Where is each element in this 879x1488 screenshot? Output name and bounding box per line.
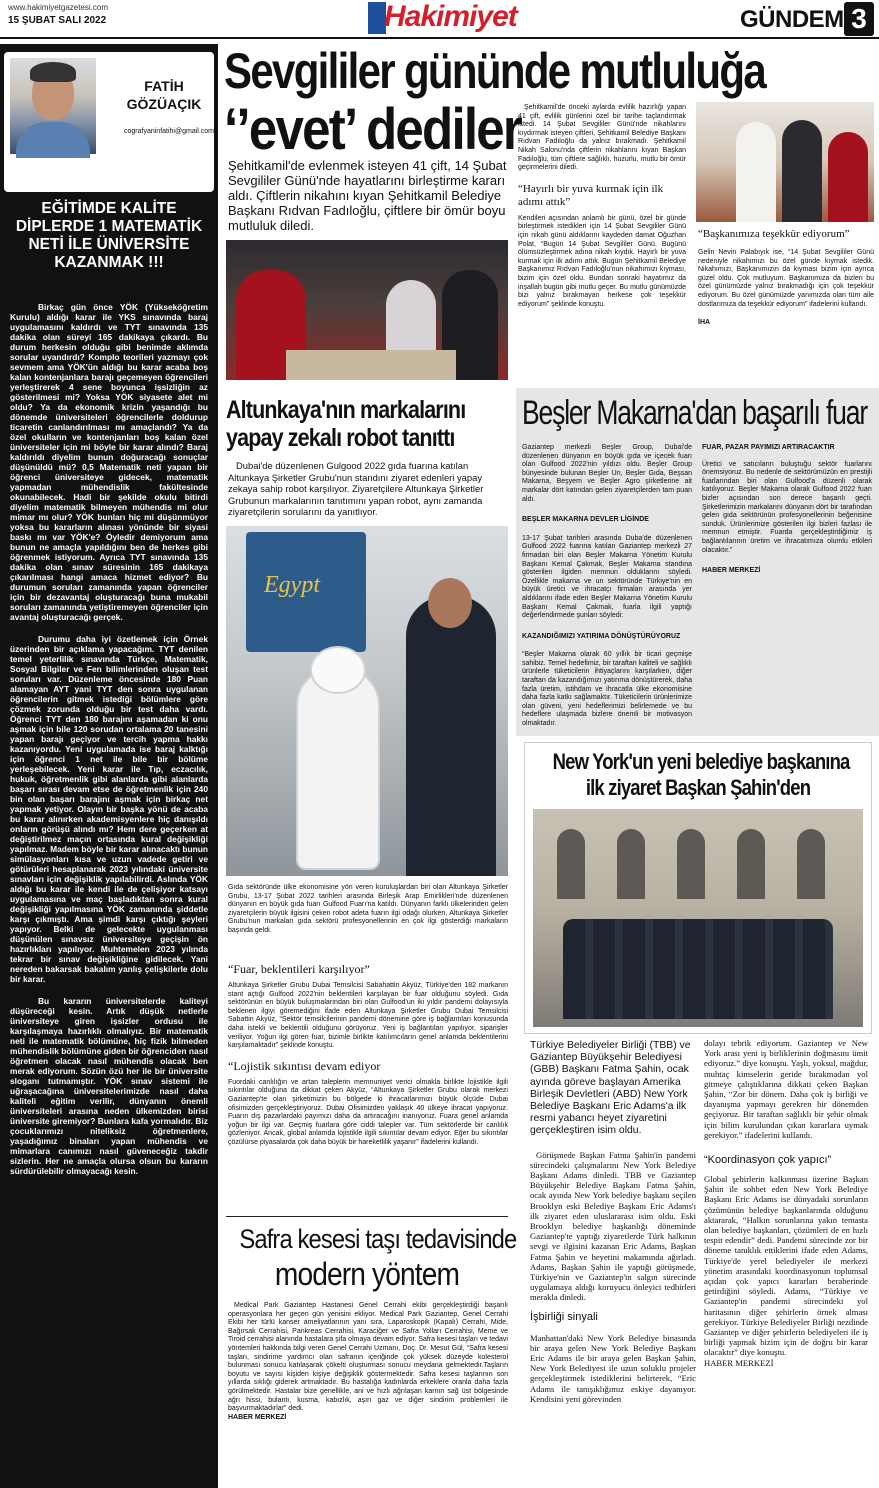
author-photo xyxy=(10,58,96,154)
safra-story xyxy=(222,1216,517,1488)
newyork-sub-1: İşbirliği sinyali xyxy=(530,1310,598,1323)
robot-sub-2: “Lojistik sıkıntısı devam ediyor xyxy=(228,1058,381,1073)
newyork-source: HABER MERKEZİ xyxy=(704,1357,774,1368)
makarna-body-d: Üretici ve satıcıların buluştuğu sektör fuarlarını önemsiyoruz. Bu nedenle de sektörümüzün en prestijli fuarlarından biri olan Gulfood'a düzenli olarak katılıyoruz. Beşler Makarna olarak Gulfood 2022 fuarı bizler açısından son derece başarılı geçti. Şirketlerimizin markalarını dünyanın dört bir tarafından gelen gıda sektörünün profesyonellerinin beğenisine sunduk. Ürünlerimize gösterilen ilgi bizleri fazlası ile memnun etmiştir. Fuarda gerçekleştirdiğimiz iş bağlantılarının üretim ve ihracatımıza olumlu etkileri olacaktır.” xyxy=(702,460,872,554)
lead-couple-photo xyxy=(696,102,874,222)
makarna-story xyxy=(516,388,879,736)
lead-spot: Şehitkamil'de evlenmek isteyen 41 çift, 14 Şubat Sevgililer Günü'nde hayatlarını birleştirme kararı aldı. Çiftlerin nikahını kıyan Şehitkamil Belediye Başkanı Rıdvan Fadıloğlu, çiftlere bir ömür boyu mutluluk diledi. xyxy=(228,158,507,233)
newyork-col-2 xyxy=(704,1038,868,1368)
makarna-body-a: Gaziantep merkezli Beşler Group, Dubai'de düzenlenen dünyanın en büyük gıda ve içecek fuarı olan Gulfood 2022'nin yıldızı oldu. Beşler Group bünyesinde bulunan Beşler Un, Beşler Gıda, Beşsan Makarna, Beşyem ve Beşler Agro şirketlerine ait markalar dört katından gelen ziyaretçilerden tam puan aldı. xyxy=(522,444,692,503)
makarna-sub-1: BEŞLER MAKARNA DEVLER LİGİNDE xyxy=(522,516,649,524)
newyork-body-d: Global şehirlerin kalkınması üzerine Başkan Şahin ile sohbet eden New York Belediye Başkanı Eric Adams ise dünyadaki sorunların çözümünün belediye başkanlarında olduğunu aktararak, “Halkın sorunlarına yakın temasta olan belediye başkanları, çözümleri de en hızlı tespit edendir” dedi. Pandemi sürecinde zor bir döneme tanıklık ettiklerini ifade eden Adams, Türkiye'de yerel belediyeler ile merkezi yönetim arasındaki koordinasyonun toplumsal açıdan çok yapıcı kararları beraberinde getirdiğini söyledi. Adams, “Türkiye ve Gaziantep'in pandemi sürecindeki yol haritasının diğer şehirlerin örnek alması gerekiyor. Türkiye Belediyeler Birliği nezdinde Gaziantep ve diğer şehirlerin belediyeleri ile iş birliği yapmak bizim için de doğru bir karar olacaktır” diye konuştu. xyxy=(704,1174,868,1358)
robot-story-continued xyxy=(228,962,508,1148)
makarna-body-c: “Beşler Makarna olarak 60 yıllık bir ticari geçmişe sahibiz. Temel hedefimiz, bir taraftan kaliteli ve sağlıklı ürünlerle tüketicilerin ihtiyaçlarını karşılarken, diğer taraftan da kazandığımızı yatırıma dönüştürerek, daha fazla üretim, istihdam ve ihracatla ülke ekonomisine daha fazla katkı sağlamaktır. Tüketicilerin ürünlerimize olan güveni, yeni hedeflerimizi belirlemede ve bu hedeflere ulaşmada bizlere önemli bir motivasyon olmaktadır. xyxy=(522,651,692,728)
column-body xyxy=(10,302,208,1176)
newyork-story xyxy=(524,742,874,1488)
author-hair-shape xyxy=(30,62,76,82)
lead-sub-2: “Başkanımıza teşekkür ediyorum” xyxy=(698,228,850,240)
logo-text: Hakimiyet xyxy=(384,0,517,33)
safra-top-rule xyxy=(226,1216,508,1217)
robot-figure xyxy=(296,666,380,870)
safra-headline-1: Safra kesesi taşı tedavisinde xyxy=(239,1224,517,1254)
makarna-source: HABER MERKEZİ xyxy=(702,567,761,575)
lead-text-col-1 xyxy=(518,104,686,309)
section-name: GÜNDEM xyxy=(740,6,844,33)
newyork-headline-2: ilk ziyaret Başkan Şahin'den xyxy=(585,775,811,800)
newyork-body-b: Manhattan'daki New York Belediye binasında bir araya gelen New York Belediye Başkanı Eric Adams ile bir araya gelen Başkan Şahin, New York Belediyesi ile uzun soluklu projeler gerçekleştirmek istediklerini belirterek, “Eric Adams ile tanışıklığımız eskiye dayanıyor. Kendisini yeni görevinden xyxy=(530,1332,696,1404)
makarna-body-b: 13-17 Şubat tarihleri arasında Duba'de düzenlenen Gulfood 2022 fuarına katılan Gaziantep merkezli 27 firmadan biri olan Beşler Makarna Yönetim Kurulu Başkanı Kemal Çakmak, Beşler Makarna standına gösterilen ilgiden memnun olduklarını söyledi. Özellikle makarna ve un sektöründe Türkiye'nin en büyük üretici ve ihracatçı firmaları arasında yer aldıklarını ifade eden Beşler Makarna Yönetim Kurulu Başkanı Kemal Çakmak, fuarla ilgili yaptığı değerlendirmede şunları söyledi: xyxy=(522,534,692,620)
lead-text-col-2 xyxy=(698,228,874,328)
column-paragraph-2: Durumu daha iyi özetlemek için Örnek üzerinden bir açıklama yapacağım. TYT denilen temel yeterlilik sınavında Türkçe, Matematik, Sosyal Bilgiler ve Fen bilimlerinden oluşan test soruları var. Düzenleme öncesinde 180 Puan alamayan AYT yani TYT den sonra uygulanan öğrencilerin gitmek istediği bölümlere göre çözmek zorunda olduğu bir test daha vardı. Öğrenci TYT den 180 barajını aşamadan ki onu aşmak için bile 120 sorudan ortalama 20 tanesini yapan barajı geçiyor ve tercih yapma hakkı kazanıyordu. Yeni uygulamada ise baraj kalktığı için öğrenci 1 net ile bile bir bölüme yerleşebilecek. Yeni karar ile Tıp, eczacılık, hukuk, öğretmenlik gibi alanlarda gibi alanlarda başarı sırası devam etse de öğretmenlik için 240 bin olan başarı barajını aşmak için birkaç net yapmak yetiyor. Olayın bir başka yönü de acaba bu karar alınırken akademisyenlere hiç danışıldı onların görüşü alındı mı? Hem dere geçerken at değiştirilmez maçın ortasında kural değişikliği yapılmaz. Madem böyle bir karar alınacaktı bunun simülasyonları kısa ve uzun vadede getiri ve götürüleri hesaplanarak 2023 yılındaki üniversite sınavları için değişiklik yapılabilirdi. Aslında YÖK aldığı bu karar ile kendi ile de çelişiyor katsayı uygulamasına ve maç başladıktan sonra kural değişikliği yapılmasına YÖK zamanında şiddetle karşı çıkmıştı. Ama şimdi karşı çıktığı şeyleri yapıyor. Belki de gelecekte uygulanması düşünülen sınavsız üniversiteye geçişin ön hazırlıkları yapılıyor. Muhtemelen 2023 yılında tekrar bir sınav değişikliğine gidilecek. Yani nereden bakarsak bakalım yanlış çelişkilerle dolu bir karar. xyxy=(10,634,208,984)
safra-body: Medical Park Gaziantep Hastanesi Genel Cerrahi ekibi gerçekleştirdiği başarılı operasyonlara her geçen gün yenisini ekliyor. Medical Park Gaziantep, Genel Cerrahi Ekibi her türlü kanser ameliyatlarının yanı sıra, Laparoskopik (Kapalı) Cerrahi, Mide, Bağırsak Cerrahisi, Pankreas Cerrahisi, Karaciğer ve Safra Yolları Cerrahisi, Meme ve Tiroid cerrahisi alanında hastalara şifa olmaya devam ediyor. Safra kesesi taşları ve tedavi yöntemleri hakkında bilgi veren Genel Cerrahi Uzmanı, Doç. Dr. Mesut Gül, “Safra kesesi taşları, sindirime yardımcı olan safranın içeriğinde çok yüksek düzeyde kolesterol bulunması sonucu katılaşarak çökelti oluşturması sonucu meydana gelmektedir.Taşların boyutu ve sayısı kişiden kişiye değişiklik göstermektedir. Safra kesesi taşlarının son yıllarda sıklığı giderek artmaktadır. Bu hastalığa kadınlarda erkeklere oranla daha fazla görülmektedir. Hastalar bize genellikle, ani ve hızlı ağrılaşan karnın sağ üst bölgesinde ağrı hissi, bulantı, kusma, kabızlık, aşırı gaz ve diğer sindirim problemleri ile başvurmaktadırlar” dedi. xyxy=(228,1302,508,1413)
building-window-1 xyxy=(557,829,585,899)
building-window-3 xyxy=(677,829,705,899)
building-window-4 xyxy=(737,829,765,899)
lead-body-c: Gelin Nevin Palabıyık ise, “14 Şubat Sevgililer Günü nedeniyle nikahımızı bu özel günde kıymak istedik. Nikahımızı, Başkanımızın da kıyması bizim için ayrıca güzel oldu. Çok mutluyum. Başkanımıza da bizleri bu özel günümüzde yalnız bırakmadığı için çok teşekkür ediyorum. Bu özel günümüzde yanımızda olan tüm aile dostlarımıza da teşekkür ediyorum” ifadelerini kullandı. xyxy=(698,249,874,308)
safra-body-wrap xyxy=(228,1302,508,1422)
robot-story xyxy=(222,388,512,958)
building-window-5 xyxy=(797,829,825,899)
safra-source: HABER MERKEZİ xyxy=(228,1413,287,1421)
table-shape xyxy=(286,350,456,380)
page-number-text: 3 xyxy=(851,3,867,34)
newyork-sub-2: “Koordinasyon çok yapıcı” xyxy=(704,1154,832,1167)
masthead-logo xyxy=(368,2,528,34)
author-first-name: FATİH xyxy=(144,78,184,94)
column-paragraph-3: Bu kararın üniversitelerde kaliteyi düşüreceği kesin. Artık düşük netlerle üniversiteye giren işsizler ordusu ile karşılaşmaya hazırlıklı olmalıyız. Bir matematik neti ile matematik bölümüne, hiç fizik bilmeden mühendislik bölümüne giden bir öğrenciden nasıl öğretmen olacak nasıl mühendis olacak ben merak ediyorum. Sözün özü her ile bir üniversite sloganı tutmamıştır. YÖK sınav sistemi ile uğraşacağına üniversitelerimizde nasıl daha kaliteli eğitim verilir, dünyanın önemli üniversiteleri arasına neden ülkemizden birisi üniversite giremiyor? Bunlara kafa yormalıdır. Biz çocuklarımızı niteliksiz öğretmenlere, yaşadığımız binaları yapan mühendis ve mimarlara canımızı nasıl güveneceğiz takdir sizlerin. Her ne amaçla olursa olsun bu kararın sürdürülebilir olmayacağı kesin. xyxy=(10,996,208,1176)
robot-sub-1: “Fuar, beklentileri karşılıyor” xyxy=(228,962,370,976)
lead-story xyxy=(222,40,879,380)
lead-headline-1: Sevgililer gününde mutluluğa xyxy=(224,43,766,99)
robot-body-a: Gıda sektöründe ülke ekonomisine yön veren kuruluşlardan biri olan Altunkaya Şirketler Grubu, 13-17 Şubat 2022 tarihleri arasında Birleşik Arap Emirlikleri'nde düzenlenen dünyanın en büyük gıda fuarı Gulfood Fuarı'na katıldı. Dünyanın farklı ülkelerinden gelen ziyaretçilerin büyük ilgisini çeken robot adeta fuarın ilgi odağı olurken, Altunkaya Şirketler Grubu'nun markaları gıda sektörü profesyonellerinin en çok ilgi gösterdiği markaların başında geldi. xyxy=(228,884,508,934)
newyork-body-a: Görüşmede Başkan Fatma Şahin'in pandemi sürecindeki çalışmalarını New York Belediye Başkanı Adams dinledi. TBB ve Gaziantep Büyükşehir Belediye Başkanı Fatma Şahin, ocak ayında New York belediye başkanı seçilen Brooklyn eski Belediye Başkanı Eric Adams'ı ilk ziyaret eden uluslararası isim oldu. Eski Brooklyn belediye başkanlığı döneminde Gaziantep'te yaptığı ziyaretlerde Türk halkının sevgi ve ilgisini kazanan Eric Adams, Başkan Fatma Şahin ve heyetini makamında ağırladı. Adams, Başkan Şahin ile yaptığı görüşmede, Türkiye'nin ve Gaziantep'in salgın sürecinde uygulamaya aldığı koruyucu önleyici tedbirleri merakla dinledi. xyxy=(530,1149,696,1303)
makarna-col-1 xyxy=(522,444,692,728)
stand-banner xyxy=(246,532,366,652)
robot-body-b: Altunkaya Şirketler Grubu Dubai Temsilcisi Sabahattin Akyüz, Türkiye'den 182 markanın stant açtığı Gulfood 2022'nin beklentileri karşılayan bir fuar olduğunu söyledi. Gıda sektörünün en büyük buluşmalarından biri olan Gulfood'un iki yıldır pandemi dolayısıyla beklenen ilgiyi göremediğini ifade eden Altunkaya Şirketler Grubu Dubai Temsilcisi Sabattin Akyüz, “Sektör temsilcilerinin pandemi dönemine göre iş bağlantıları konusunda daha istekli ve beklentili olduğunu görüyoruz. Yeni iş bağlantıları yapılıyor, siparişler veriliyor. Yoğun ilgi gören fuar, bizimle birlikte katılımcıların genel anlamda beklentilerini karşılamaktadır” şeklinde konuştu. xyxy=(228,982,508,1050)
masthead-rule xyxy=(0,37,879,39)
author-email[interactable]: cografyaninfatihi@gmail.com xyxy=(124,128,214,135)
groom-figure-2 xyxy=(782,120,822,222)
robot-headline-2: yapay zekalı robot tanıttı xyxy=(226,424,455,452)
man-figure xyxy=(406,596,496,876)
column-paragraph-1: Birkaç gün önce YÖK (Yükseköğretim Kurulu) aldığı karar ile YKS sınavında baraj uygulamasını kaldırdı ve TYT sınavında 135 dakika olan süreyi 165 dakikaya çıkardı. Bu durum herkesin olduğu gibi benimde aklımda sorular uyandırdı? Komplo teorileri yazmayı çok sevmem ama YÖK'ün aldığı bu karar acaba boş kalan kontenjanlara barajı geçemeyen öğrencileri yerleştirerek 4 sene boyunca işsizliğin az gösterilmesi mi? Yoksa YÖK siyasete alet mi oldu? Ya da ekonomik krizin yaşandığı bu dönemde üniversiteleri öğrencilerle doldurup ticaretin canlandırılması mı amaçlandı? Ya da özel okulların ve kontenjanları boş kalan özel üniversiteler için mi böyle bir karar alındı? Baraj kaldırıldı diyelim bunun doğuracağı sonuçlar düşünüldü mü? 0,5 Matematik neti yapan bir öğrenci üniversiteye gidecek, matematik yapmadan mühendislik fakültesinde okunabilecek. Hadi bir şekilde okulu bitirdi diyelim matematik bilmeyen mühendis mi olur mimar mı olur? YÖK bunları hiç mi düşünmüyor yoksa bu kararların alınası yönünde bir siyasi baskı mı var YÖK'e? Öyledir demiyorum ama bunun ne amaçla yapıldığını ben de herkes gibi öğrenmek istiyorum. Ayrıca TYT sınavında 135 dakika olan sınav süresinin 165 dakikaya çıkarılması hangi amaca hizmet ediyor? Bu durumun soruları zamanında yapan öğrenciler için bir dezavantaj oluşturacağı buna mukabil soruları zamanında yetiştiremeyen öğrenciler için avantaj oluşturacağı gerçek. xyxy=(10,302,208,622)
lead-source: İHA xyxy=(698,319,711,327)
newyork-header-box xyxy=(524,742,872,1034)
site-url[interactable]: www.hakimiyetgazetesi.com xyxy=(8,3,109,12)
bride-figure-2 xyxy=(736,122,776,222)
robot-head xyxy=(310,646,366,694)
robot-spot: Dubai'de düzenlenen Gulgood 2022 gıda fuarına katılan Altunkaya Şirketler Grubu'nun standını ziyaret edenleri yapay zekaya sahip robot karşılıyor. Ziyaretçilere Altunkaya Şirketler Grubunun markalarının tanıtımını yapan robot, aynı zamanda ziyaretçilerin sorularını da yanıtlıyor. xyxy=(228,460,484,518)
opinion-column xyxy=(0,44,218,1488)
makarna-headline: Beşler Makarna'dan başarılı fuar xyxy=(522,394,867,432)
lead-sub-1: “Hayırlı bir yuva kurmak için ilk adımı attık” xyxy=(518,182,664,208)
man-head xyxy=(428,578,472,628)
author-shirt-shape xyxy=(16,122,90,158)
makarna-col-2 xyxy=(702,444,872,576)
delegation-group xyxy=(563,919,833,1019)
newyork-spot: Türkiye Belediyeler Birliği (TBB) ve Gaziantep Büyükşehir Belediyesi (GBB) Başkanı Fatma Şahin, ocak ayında göreve başlayan Amerika Birleşik Devletleri (ABD) New York Belediye Başkanı Eric Adams'a ilk resmi yabancı heyet ziyaretini gerçekleştiren isim oldu. xyxy=(530,1040,691,1137)
newyork-body-c: dolayı tebrik ediyorum. Gaziantep ve New York arası yeni iş birliklerinin doğmasını ümit ediyoruz.” diye konuştu. Yaşlı, yoksul, mağdur, muhtaç kimselerin geride bırakmadan yol gitmeye çalıştıklarına dikkati çeken Başkan Şahin, “Zor bir dönem. Daha çok iş birliği ve dayanışma yapmayı gerekren bir dönemden geçiyoruz. Bir taraftan sağlıklı bir şehir olmak için bilim kurulundan çıkan kararlara uymak gerekiyor.” ifadelerini kullandı. xyxy=(704,1038,868,1140)
newyork-col-1 xyxy=(530,1040,696,1404)
masthead xyxy=(0,0,879,40)
page-number xyxy=(844,2,874,36)
lead-body-a: Şehitkamil'de önceki aylarda evlilik hazırlığı yapan 41 çift, evlilik günlerini özel bir tarihe taçlandırmak istedi. 14 Şubat Sevgililer Günü'nde nikahlarını kıydırmak isteyen çiftleri, Şehitkamil Belediye Başkanı Rıdvan Fadıloğlu da yalnız bırakmadı. Şehitkamil Nikah Salonu'nda çiftlerin nikahlarını kıyan Başkan Fadıloğlu, tüm çiftlere sağlıklı, huzurlu, mutlu bir ömür geçirmelerini diledi. xyxy=(518,104,686,172)
robot-body-c: Fuordaki canlılığın ve artan taleplerin memnuniyet verici olmakla birlikte lojistikle ilgili sıkıntılar olduğuna da dikkat çeken Akyüz, “Altunkaya Şirketler Grubu olarak merkezi Gaziantep'te olan şirketimizin bu bölgede ki ihracatlarımızı büyük ölçüde Dubai ofisimizden gerçekleştiriyoruz. Dubai Ofisimizden yaklaşık 40 ülkeye ihracat yapıyoruz. Fuarın dış pazarlardaki payımızı daha da artıracağını inanıyoruz. Fuara genel anlamda yoğun bir ilgi var. Geçmiş fuarlara göre ciddi talepler var. Tüm sektörlerde bir canlılık gözleniyor. Ancak, global anlamda lojistikle ilgili sıkıntılar devam ediyor. Eğer bu sıkıntılar çözülürse piyasalarda çok daha büyük bir hareketlilik yaşanır” ifadelerini kullandı. xyxy=(228,1078,508,1146)
makarna-sub-2: KAZANDIĞIMIZI YATIRIMA DÖNÜŞTÜRÜYORUZ xyxy=(522,632,681,640)
makarna-sub-3: FUAR, PAZAR PAYIMIZI ARTIRACAKTIR xyxy=(702,444,835,451)
official-figure xyxy=(828,132,868,222)
building-window-2 xyxy=(617,829,645,899)
robot-headline-1: Altunkaya'nın markalarını xyxy=(226,396,466,424)
newyork-photo xyxy=(533,809,863,1027)
lead-wedding-photo xyxy=(226,240,508,380)
lead-body-b: Kendileri açısından anlamlı bir günü, özel bir günde birleştirmek istedikleri için 14 Şubat Sevgililer Günü için nikah günü aldıklarını kaydeden damat Oğuzhan Polat, “Bugün 14 Şubat Sevgililer Günü. Bugünü ölümsüzleştirmek adına nikah kıydık. Hayırlı bir yuva kurmak için ilk adımı attık. Bugün Şehitkamil Belediye Başkanımız Rıdvan Fadıloğlu'nun nikahımızı kıyması, bizim için özel oldu. Bundan sonraki hayatımız da inşallah bugün gibi mutlu geçer. Bu mutlu günümüzde bizi yalnız bırakmayan herkese çok teşekkür ediyorum” şeklinde konuştu. xyxy=(518,214,686,308)
robot-body xyxy=(228,884,508,936)
robot-photo xyxy=(226,526,508,876)
safra-headline-2: modern yöntem xyxy=(274,1256,460,1292)
lead-headline-2: ‘’evet’ dediler xyxy=(224,97,522,162)
issue-date: 15 ŞUBAT SALI 2022 xyxy=(8,15,107,26)
newyork-headline-1: New York'un yeni belediye başkanına xyxy=(552,749,850,774)
author-last-name: GÖZÜAÇIK xyxy=(126,96,202,112)
author-box xyxy=(4,52,214,192)
column-title: EĞİTİMDE KALİTE DİPLERDE 1 MATEMATİK NETİ İLE ÜNİVERSİTE KAZANMAK !!! xyxy=(15,200,203,271)
stand-sign: Egypt xyxy=(264,572,320,598)
